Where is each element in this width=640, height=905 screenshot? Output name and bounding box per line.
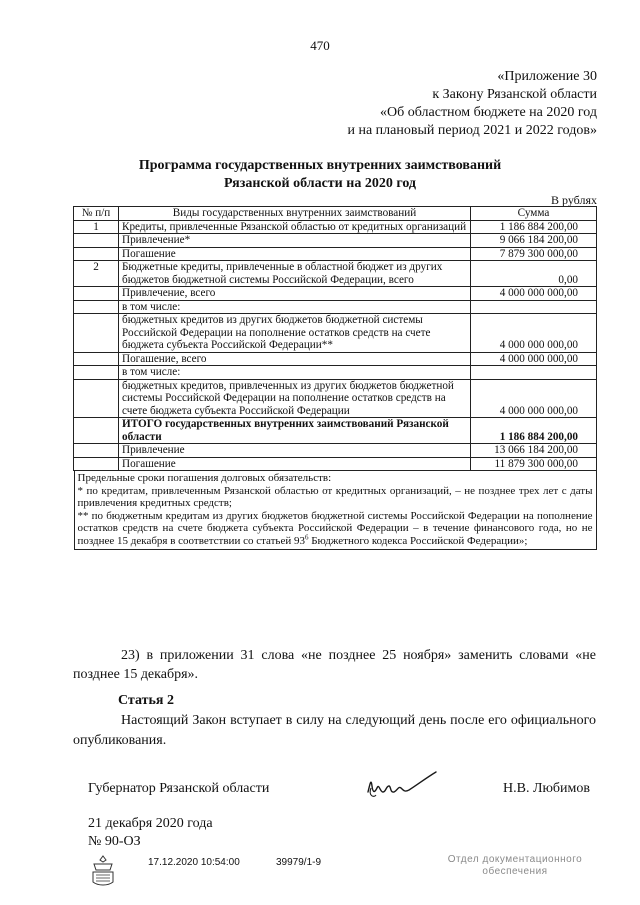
row-label: бюджетных кредитов, привлеченных из других бюджетов бюджетной системы Российской Федерации на пополнение остатков средств на счете бюджета субъекта Российской Федерации	[119, 379, 471, 418]
page-number: 470	[310, 38, 330, 53]
row-amount: 11 879 300 000,00	[471, 457, 597, 471]
law-date-block	[88, 815, 213, 851]
row-num	[74, 379, 119, 418]
row-num: 2	[74, 261, 119, 287]
title-line-1: Программа государственных внутренних заимствований	[138, 158, 502, 173]
note-2	[78, 510, 593, 548]
row-num	[74, 234, 119, 248]
table-header-row	[74, 207, 597, 221]
row-label: в том числе:	[119, 300, 471, 314]
table-row	[74, 261, 597, 287]
row-amount: 0,00	[471, 261, 597, 287]
table-row	[74, 247, 597, 261]
table-row	[74, 379, 597, 418]
law-number: № 90-ОЗ	[88, 834, 141, 849]
row-num	[74, 352, 119, 366]
footer-code: 39979/1-9	[276, 857, 322, 868]
row-label: бюджетных кредитов из других бюджетов бюджетной системы Российской Федерации на пополнение остатков средств на счете бюджета субъекта Российской Федерации**	[119, 314, 471, 353]
title-line-2: Рязанской области на 2020 год	[223, 176, 417, 191]
document-title	[0, 157, 640, 193]
table-notes	[74, 471, 597, 550]
table-row-total	[74, 418, 597, 444]
row-amount	[471, 366, 597, 380]
handwritten-signature	[362, 768, 442, 807]
footer-timestamp: 17.12.2020 10:54:00	[148, 857, 240, 868]
row-num	[74, 300, 119, 314]
table-row	[74, 444, 597, 458]
table-row	[74, 234, 597, 248]
row-label: Погашение	[119, 457, 471, 471]
department-stamp	[440, 854, 590, 878]
note-1: * по кредитам, привлеченным Рязанской областью от кредитных организаций, – не позднее трех лет с даты привлечения кредитных средств;	[77, 484, 593, 509]
notes-heading: Предельные сроки погашения долговых обязательств:	[77, 472, 332, 484]
row-amount: 1 186 884 200,00	[471, 220, 597, 234]
row-label: Бюджетные кредиты, привлеченные в областной бюджет из других бюджетов бюджетной системы Российской Федерации, всего	[119, 261, 471, 287]
row-amount: 13 066 184 200,00	[471, 444, 597, 458]
header-type: Виды государственных внутренних заимствований	[119, 207, 471, 221]
governor-position: Губернатор Рязанской области	[88, 781, 270, 796]
law-date: 21 декабря 2020 года	[88, 816, 213, 831]
header-amount: Сумма	[471, 207, 597, 221]
table-row	[74, 314, 597, 353]
dept-line-1: Отдел документационного	[447, 854, 583, 865]
table-row	[74, 220, 597, 234]
currency-unit: В рублях	[550, 193, 597, 207]
appendix-line-4: и на плановый период 2021 и 2022 годов»	[347, 123, 597, 138]
paragraph-23: 23) в приложении 31 слова «не позднее 25 ноября» заменить словами «не позднее 15 декабря».	[73, 648, 596, 682]
row-label: в том числе:	[119, 366, 471, 380]
row-num: 1	[74, 220, 119, 234]
row-label: Привлечение	[119, 444, 471, 458]
note-2-sup: 6	[304, 532, 309, 541]
row-num	[74, 314, 119, 353]
row-amount: 4 000 000 000,00	[471, 352, 597, 366]
row-amount: 7 879 300 000,00	[471, 247, 597, 261]
row-amount: 9 066 184 200,00	[471, 234, 597, 248]
row-amount	[471, 300, 597, 314]
row-num	[74, 418, 119, 444]
table-row	[74, 352, 597, 366]
appendix-line-1: «Приложение 30	[497, 69, 597, 84]
table-row	[74, 366, 597, 380]
table-row	[74, 300, 597, 314]
appendix-header	[347, 68, 597, 140]
table-row	[74, 457, 597, 471]
row-label: Привлечение, всего	[119, 287, 471, 301]
note-2-tail: Бюджетного кодекса Российской Федерации»;	[308, 534, 528, 547]
borrowing-program-table	[73, 206, 597, 550]
appendix-line-2: к Закону Рязанской области	[432, 87, 597, 102]
article-text: Настоящий Закон вступает в силу на следующий день после его официального опубликования.	[73, 713, 596, 748]
dept-line-2: обеспечения	[482, 866, 548, 877]
row-num	[74, 457, 119, 471]
note-2-text: ** по бюджетным кредитам из других бюджетов бюджетной системы Российской Федерации на пополнение остатков средств на счете бюджета субъекта Российской Федерации – в течение финансового года, но не позднее 15 декабря в соответствии со статьей 93	[77, 509, 593, 547]
row-label: Кредиты, привлеченные Рязанской областью от кредитных организаций	[119, 220, 471, 234]
row-label: Погашение	[119, 247, 471, 261]
governor-name: Н.В. Любимов	[503, 781, 590, 796]
notes-row	[74, 471, 597, 551]
header-num: № п/п	[74, 207, 119, 221]
row-num	[74, 247, 119, 261]
row-amount: 4 000 000 000,00	[471, 314, 597, 353]
appendix-line-3: «Об областном бюджете на 2020 год	[380, 105, 597, 120]
row-amount: 1 186 884 200,00	[471, 418, 597, 444]
row-amount: 4 000 000 000,00	[471, 379, 597, 418]
row-num	[74, 444, 119, 458]
row-amount: 4 000 000 000,00	[471, 287, 597, 301]
article-title: Статья 2	[118, 693, 174, 708]
table-row	[74, 287, 597, 301]
coat-of-arms-icon	[90, 854, 116, 893]
row-label: Погашение, всего	[119, 352, 471, 366]
row-label: Привлечение*	[119, 234, 471, 248]
row-label: ИТОГО государственных внутренних заимствований Рязанской области	[119, 418, 471, 444]
row-num	[74, 366, 119, 380]
row-num	[74, 287, 119, 301]
